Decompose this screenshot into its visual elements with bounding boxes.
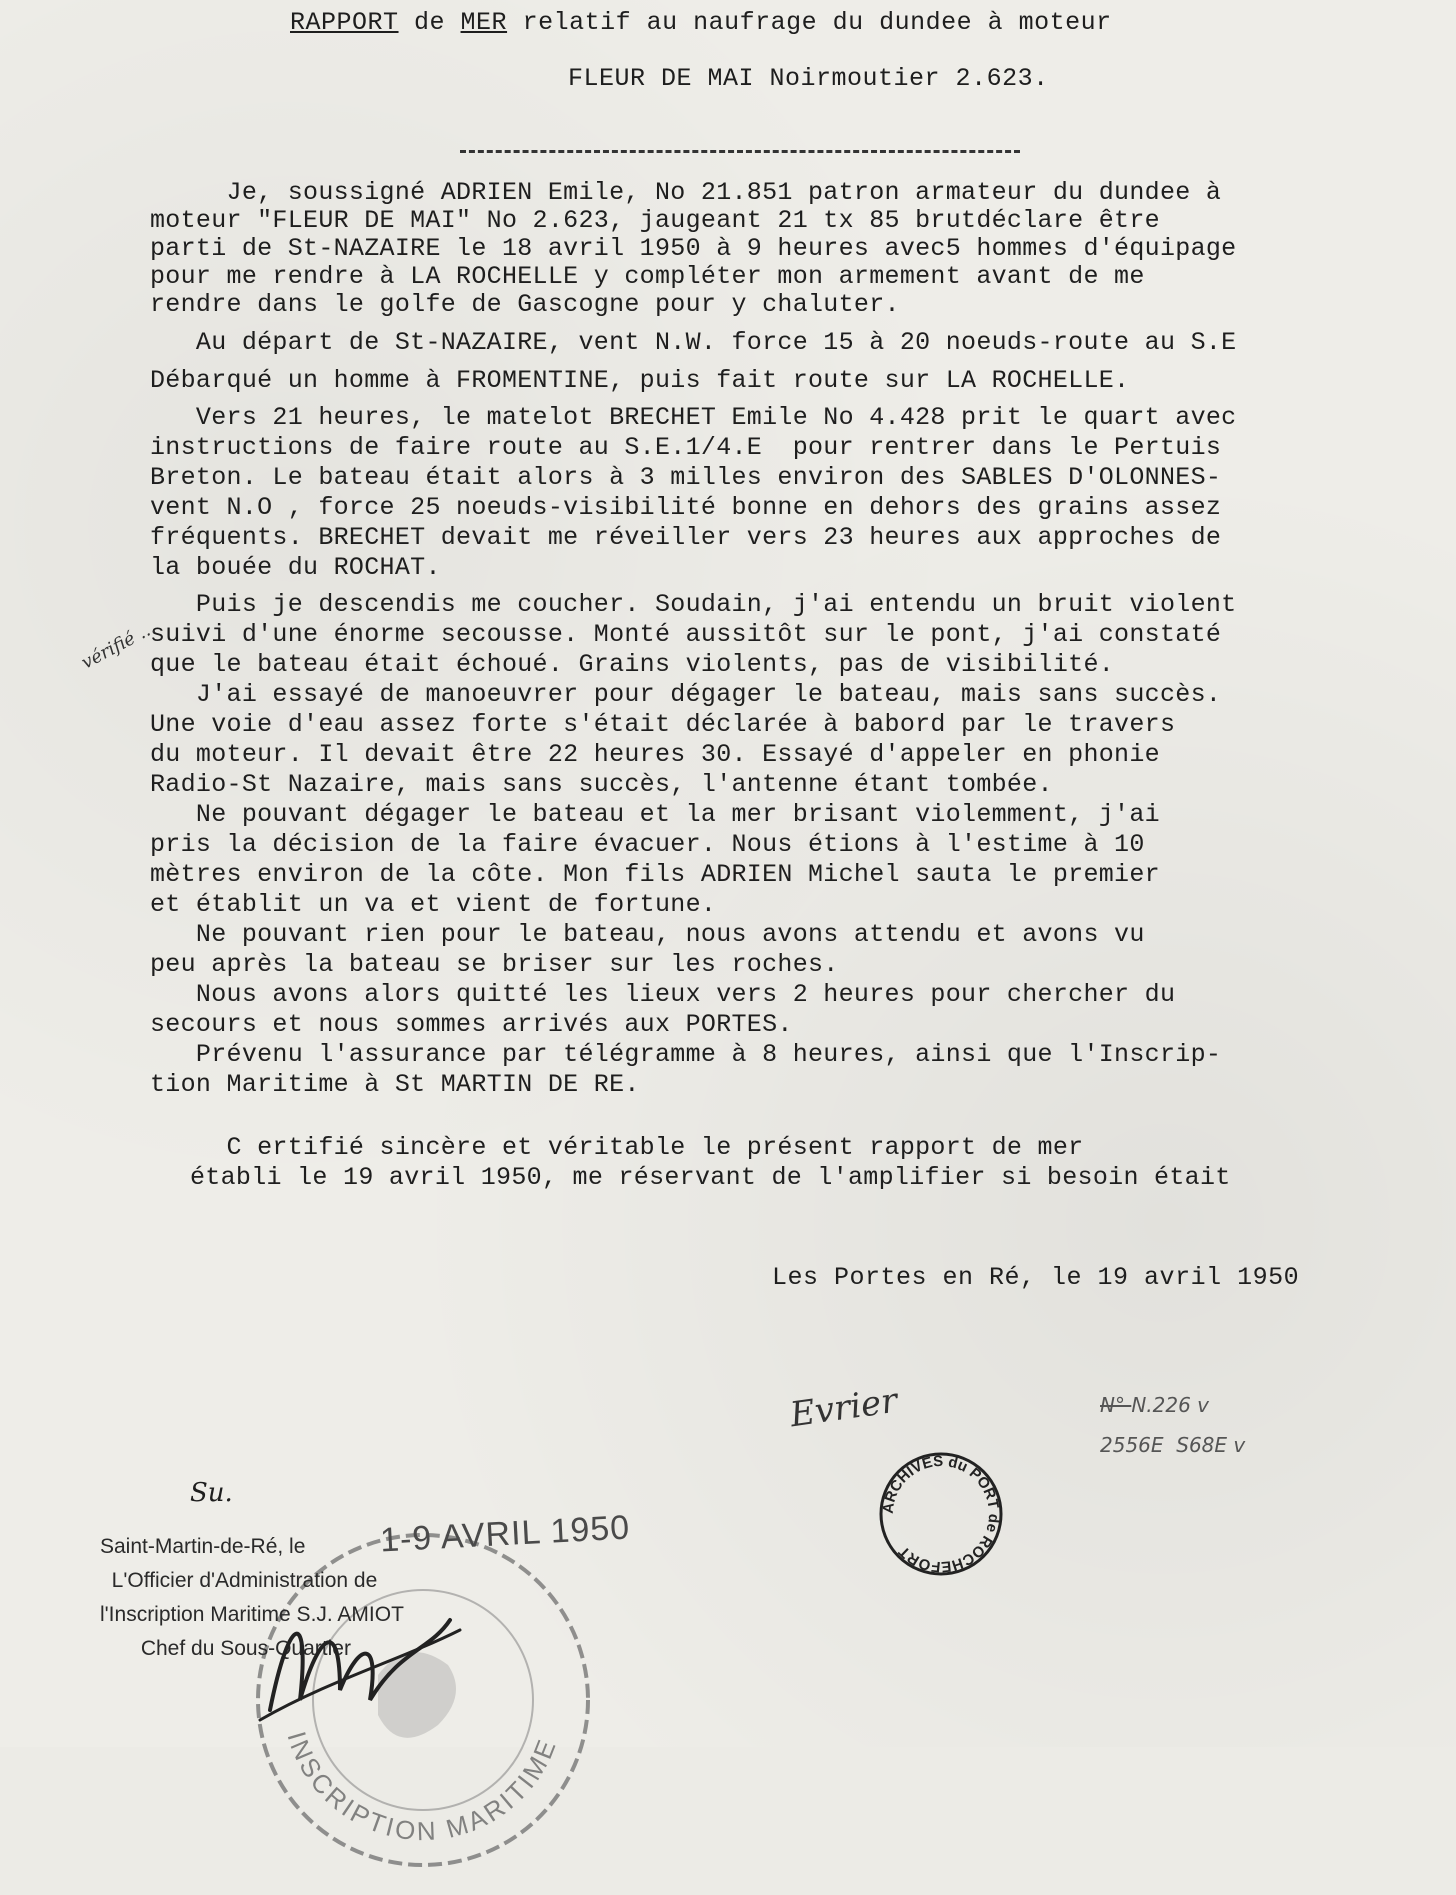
body-line: suivi d'une énorme secousse. Monté aussitôt sur le pont, j'ai constaté — [150, 620, 1222, 649]
title-word-rapport: RAPPORT — [290, 8, 399, 37]
body-line: rendre dans le golfe de Gascogne pour y chaluter. — [150, 290, 900, 319]
report-title-line-2: FLEUR DE MAI Noirmoutier 2.623. — [568, 64, 1049, 93]
body-line: Nous avons alors quitté les lieux vers 2 heures pour chercher du — [150, 980, 1176, 1009]
reference-notes — [1100, 1385, 1245, 1465]
reference-note-struck: N° — [1100, 1393, 1132, 1417]
archives-rochefort-stamp — [876, 1449, 1006, 1579]
officer-line-2: L'Officier d'Administration de — [100, 1569, 378, 1592]
body-line: la bouée du ROCHAT. — [150, 553, 441, 582]
report-title-line-1 — [290, 10, 1112, 35]
officer-line-1: Saint-Martin-de-Ré, le — [100, 1535, 306, 1558]
body-line: Breton. Le bateau était alors à 3 milles environ des SABLES D'OLONNES- — [150, 463, 1222, 492]
body-line: C ertifié sincère et véritable le présent rapport de mer — [150, 1133, 1084, 1162]
body-line: secours et nous sommes arrivés aux PORTES. — [150, 1010, 793, 1039]
archives-stamp-text: ARCHIVES du PORT de ROCHEFORT — [879, 1452, 1003, 1576]
body-line: mètres environ de la côte. Mon fils ADRIEN Michel sauta le premier — [150, 860, 1160, 889]
officer-line-4: Chef du Sous-Quartier — [100, 1637, 351, 1660]
body-line: Ne pouvant dégager le bateau et la mer brisant violemment, j'ai — [150, 800, 1160, 829]
body-line: Vers 21 heures, le matelot BRECHET Emile No 4.428 prit le quart avec — [150, 403, 1237, 432]
title-rest: relatif au naufrage du dundee à moteur — [507, 8, 1112, 37]
body-line: instructions de faire route au S.E.1/4.E pour rentrer dans le Pertuis — [150, 433, 1222, 462]
reference-note-2: 2556E S68E v — [1100, 1433, 1246, 1457]
body-line: vent N.O , force 25 noeuds-visibilité bonne en dehors des grains assez — [150, 493, 1222, 522]
body-line: moteur "FLEUR DE MAI" No 2.623, jaugeant 21 tx 85 brutdéclare être — [150, 206, 1160, 235]
body-line: J'ai essayé de manoeuvrer pour dégager le bateau, mais sans succès. — [150, 680, 1222, 709]
body-line: Radio-St Nazaire, mais sans succès, l'antenne étant tombée. — [150, 770, 1053, 799]
body-line: que le bateau était échoué. Grains violents, pas de visibilité. — [150, 650, 1115, 679]
body-line: fréquents. BRECHET devait me réveiller vers 23 heures aux approches de — [150, 523, 1222, 552]
body-line: Puis je descendis me coucher. Soudain, j'ai entendu un bruit violent — [150, 590, 1237, 619]
dashed-separator — [460, 150, 1020, 153]
body-line: Je, soussigné ADRIEN Emile, No 21.851 patron armateur du dundee à — [150, 178, 1222, 207]
officer-initials: Su. — [190, 1478, 233, 1508]
stamp-ring-text: INSCRIPTION MARITIME — [281, 1728, 563, 1847]
body-line: pour me rendre à LA ROCHELLE y compléter mon armement avant de me — [150, 262, 1145, 291]
body-line: tion Maritime à St MARTIN DE RE. — [150, 1070, 640, 1099]
svg-text:ARCHIVES du PORT de ROCHEFORT — [880, 1453, 1002, 1575]
body-line: Au départ de St-NAZAIRE, vent N.W. force 15 à 20 noeuds-route au S.E — [150, 328, 1237, 357]
officer-stamp-date: 1-9 AVRIL 1950 — [379, 1508, 632, 1560]
body-line: parti de St-NAZAIRE le 18 avril 1950 à 9 heures avec5 hommes d'équipage — [150, 234, 1237, 263]
title-word-mer: MER — [460, 8, 508, 37]
officer-line-3: l'Inscription Maritime S.J. AMIOT — [100, 1603, 404, 1626]
closing-place-date: Les Portes en Ré, le 19 avril 1950 — [772, 1263, 1300, 1292]
officer-handwritten-signature — [250, 1590, 470, 1740]
body-line: et établit un va et vient de fortune. — [150, 890, 717, 919]
body-line: établi le 19 avril 1950, me réservant de l'amplifier si besoin était — [190, 1163, 1231, 1192]
title-word-de: de — [398, 8, 461, 37]
receipt-signature: Evrier — [787, 1380, 900, 1436]
body-line: Débarqué un homme à FROMENTINE, puis fait route sur LA ROCHELLE. — [150, 366, 1130, 395]
body-line: Une voie d'eau assez forte s'était déclarée à babord par le travers — [150, 710, 1176, 739]
reference-note-1 — [1100, 1385, 1245, 1425]
body-line: Prévenu l'assurance par télégramme à 8 heures, ainsi que l'Inscrip- — [150, 1040, 1222, 1069]
body-line: peu après la bateau se briser sur les roches. — [150, 950, 839, 979]
reference-note-1-text: N.226 v — [1131, 1393, 1210, 1417]
body-line: pris la décision de la faire évacuer. Nous étions à l'estime à 10 — [150, 830, 1145, 859]
body-line: Ne pouvant rien pour le bateau, nous avons attendu et avons vu — [150, 920, 1145, 949]
body-line: du moteur. Il devait être 22 heures 30. Essayé d'appeler en phonie — [150, 740, 1160, 769]
margin-annotation: vérifié ... — [78, 617, 160, 674]
